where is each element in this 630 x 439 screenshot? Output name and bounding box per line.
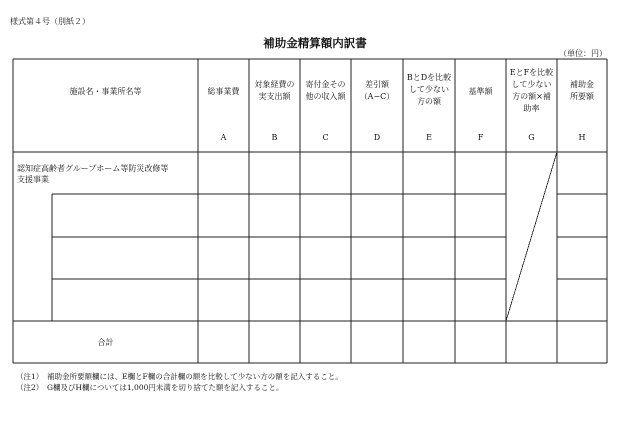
header-col-c-line: 他の収入額 [305, 92, 346, 101]
form-number: 様式第４号（別紙２） [10, 17, 90, 26]
header-facility-name: 施設名・事業所名等 [69, 87, 142, 96]
header-col-letter-e: E [426, 133, 432, 142]
project-name-line: 認知症高齢者グループホーム等防災改修等 [17, 164, 169, 173]
notes [16, 371, 343, 393]
g-column-diagonal [506, 152, 557, 321]
header-col-letter-c: C [322, 133, 329, 142]
header-col-f-line: 基準額 [468, 87, 493, 96]
header-col-e-line: 方の額 [417, 97, 441, 106]
header-col-e-line: BとDを比較 [406, 73, 452, 82]
header-col-g-line: 助率 [523, 104, 540, 113]
header-col-g-line: して少ない [511, 80, 552, 89]
header-col-e-line: して少ない [409, 85, 449, 94]
header-col-letter-g: G [528, 133, 535, 142]
header-col-b-line: 実支出額 [258, 92, 291, 101]
header-col-b-line: 対象経費の [254, 80, 295, 89]
header-col-a-line: 総事業費 [207, 87, 240, 96]
header-col-d-line: （A−C） [359, 92, 395, 101]
header-col-letter-h: H [578, 133, 586, 142]
header-col-g-line: 方の額×補 [512, 92, 551, 101]
header-col-letter-b: B [271, 133, 278, 142]
unit-label: （単位：円） [559, 49, 607, 58]
header-col-letter-d: D [373, 133, 381, 142]
header-col-letter-f: F [477, 133, 484, 142]
project-name-line: 支援事業 [17, 175, 49, 184]
header-col-d-line: 差引額 [365, 80, 389, 89]
header-col-g-line: EとFを比較 [509, 68, 554, 77]
total-label: 合計 [97, 338, 114, 347]
document-title: 補助金精算額内訳書 [263, 36, 367, 50]
header-col-c-line: 寄付金その [305, 80, 346, 89]
header-col-h-line: 補助金 [570, 80, 594, 89]
note-2: （注2） G欄及びH欄については1,000円未満を切り捨てた額を記入すること。 [16, 383, 284, 392]
header-col-h-line: 所要額 [570, 92, 594, 101]
note-1: （注1） 補助金所要額欄には、E欄とF欄の合計欄の額を比較して少ない方の額を記入すること。 [16, 372, 343, 381]
header-col-letter-a: A [220, 133, 227, 142]
